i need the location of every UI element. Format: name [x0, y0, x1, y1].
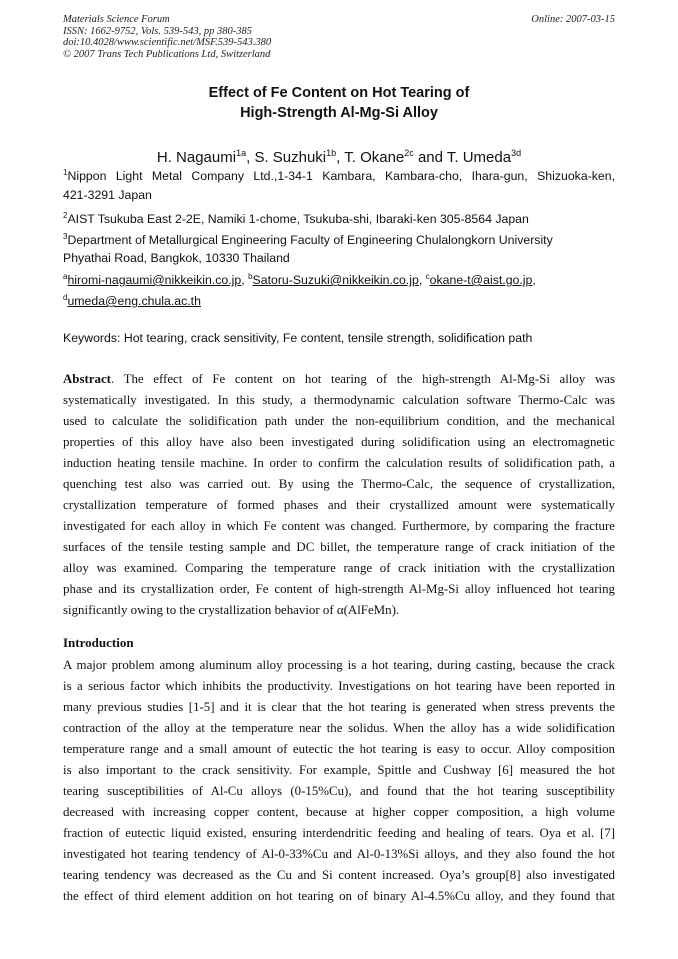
abstract-line: investigated for each alloy in which Fe content was changed. Furthermore, by comparing the fracture [63, 519, 615, 533]
intro-line: is a serious factor which inhibits the productivity. Investigations on hot tearing have been reported in [63, 679, 615, 693]
title-line-1: Effect of Fe Content on Hot Tearing of [208, 85, 470, 101]
author-sep: , [336, 149, 345, 166]
abstract-line: used to calculate the solidification path under the non-equilibrium condition, and the mechanical [63, 414, 615, 428]
author-sep: and [413, 149, 447, 166]
paper-title [63, 83, 615, 123]
email-sup: c [425, 272, 430, 281]
email-link-suzuki[interactable]: Satoru-Suzuki@nikkeikin.co.jp [252, 273, 419, 287]
abstract-line: surfaces of the tensile testing sample and DC billet, the temperature range of crack initiation of the [63, 540, 615, 554]
abstract-line: induction heating tensile machine. In order to confirm the calculation results of solidification path, a [63, 456, 615, 470]
keywords: Keywords: Hot tearing, crack sensitivity, Fe content, tensile strength, solidification path [63, 331, 533, 345]
intro-line: fraction of eutectic liquid existed, ensuring interdendritic feeding and healing of tears. Oya et al. [7] [63, 826, 615, 840]
abstract-label: Abstract [63, 372, 111, 386]
intro-line: the effect of third element addition on hot tearing on of binary Al-4.5%Cu alloy, and they found that [63, 889, 615, 903]
author-sep: , [246, 149, 255, 166]
intro-line: investigated hot tearing tendency of Al-0-33%Cu and Al-0-13%Si alloys, and they also found the hot [63, 847, 615, 861]
intro-line: tearing susceptibilities of Al-Cu alloys (0-15%Cu), and found that the hot tearing susceptibility [63, 784, 615, 798]
affiliation-text: AIST Tsukuba East 2-2E, Namiki 1-chome, Tsukuba-shi, Ibaraki-ken 305-8564 Japan [67, 212, 529, 226]
email-sep: , [418, 273, 426, 287]
affiliation-1-line-1 [63, 164, 615, 185]
introduction-heading: Introduction [63, 635, 134, 650]
affiliation-3-line-2: Phyathai Road, Bangkok, 10330 Thailand [63, 251, 290, 265]
email-sep: , [532, 273, 536, 287]
affiliation-text: Department of Metallurgical Engineering Faculty of Engineering Chulalongkorn University [67, 233, 553, 247]
introduction-body [63, 655, 615, 907]
email-link-nagaumi[interactable]: hiromi-nagaumi@nikkeikin.co.jp [67, 273, 242, 287]
abstract-line: alloy was examined. Comparing the temperature range of crack initiation with the crystallization [63, 561, 615, 575]
intro-line: A major problem among aluminum alloy processing is a hot tearing, during casting, because the crack [63, 658, 615, 672]
author-name: T. Umeda [446, 149, 512, 166]
affiliation-text: Nippon Light Metal Company Ltd.,1-34-1 Kambara, Kambara-cho, Ihara-gun, Shizuoka-ken, [67, 169, 615, 183]
online-date: Online: 2007-03-15 [531, 14, 615, 25]
email-sup: d [63, 293, 68, 302]
author-sup: 1b [326, 148, 337, 158]
email-line-2 [63, 289, 615, 310]
email-sup: b [248, 272, 253, 281]
journal-header [63, 14, 271, 60]
abstract-line: crystallization temperature of formed phases and their crystallized amount were systematically [63, 498, 615, 512]
abstract-line [63, 369, 615, 390]
abstract-line: properties of this alloy have also been investigated during solidification using an electromagnetic [63, 435, 615, 449]
author-sup: 1a [236, 148, 247, 158]
abstract [63, 369, 615, 621]
affiliation-sup: 1 [63, 168, 68, 177]
copyright-line: © 2007 Trans Tech Publications Ltd, Switzerland [63, 48, 271, 60]
title-line-2: High-Strength Al-Mg-Si Alloy [240, 105, 438, 121]
doi-line: doi:10.4028/www.scientific.net/MSF.539-543.380 [63, 37, 272, 48]
author-sup: 3d [511, 148, 522, 158]
affiliation-sup: 3 [63, 232, 68, 241]
email-sup: a [63, 272, 68, 281]
intro-line: many previous studies [1-5] and it is clear that the hot tearing is generated when stress prevents the [63, 700, 615, 714]
author-name: T. Okane [344, 149, 405, 166]
intro-line: decreased with increasing copper content, because at higher copper composition, a high volume [63, 805, 615, 819]
affiliation-3-line-1 [63, 228, 615, 249]
affiliation-1-line-2: 421-3291 Japan [63, 188, 152, 202]
email-link-okane[interactable]: okane-t@aist.go.jp [429, 273, 533, 287]
abstract-text: . The effect of Fe content on hot tearing of the high-strength Al-Mg-Si alloy was [110, 372, 615, 386]
affiliation-sup: 2 [63, 211, 68, 220]
abstract-line: quenching test also was carried out. By using the Thermo-Calc, the sequence of crystallization, [63, 477, 615, 491]
intro-line: temperature range and a small amount of eutectic the hot tearing is easy to occur. Alloy composition [63, 742, 615, 756]
abstract-line: phase and its crystallization order, Fe content of high-strength Al-Mg-Si alloy influenced hot tearing [63, 582, 615, 596]
email-link-umeda[interactable]: umeda@eng.chula.ac.th [67, 294, 201, 308]
issn-line: ISSN: 1662-9752, Vols. 539-543, pp 380-385 [63, 25, 252, 37]
affiliation-2 [63, 207, 615, 228]
intro-line: tearing tendency was decreased as the Cu and Si content increased. Oya’s group[8] also investigated [63, 868, 615, 882]
intro-line: contraction of the alloy at the temperature near the solidus. When the alloy has a wide solidification [63, 721, 615, 735]
abstract-line: significantly owing to the crystallization behavior of α(AlFeMn). [63, 603, 400, 617]
journal-name: Materials Science Forum [63, 14, 170, 25]
abstract-line: systematically investigated. In this study, a thermodynamic calculation software Thermo-Calc was [63, 393, 615, 407]
intro-line: is also important to the crack sensitivity. For example, Spittle and Cushway [6] measured the hot [63, 763, 615, 777]
email-line-1 [63, 268, 615, 289]
author-name: S. Suzhuki [254, 149, 327, 166]
author-name: H. Nagaumi [156, 149, 237, 166]
author-sup: 2c [404, 148, 414, 158]
email-sep: , [241, 273, 249, 287]
